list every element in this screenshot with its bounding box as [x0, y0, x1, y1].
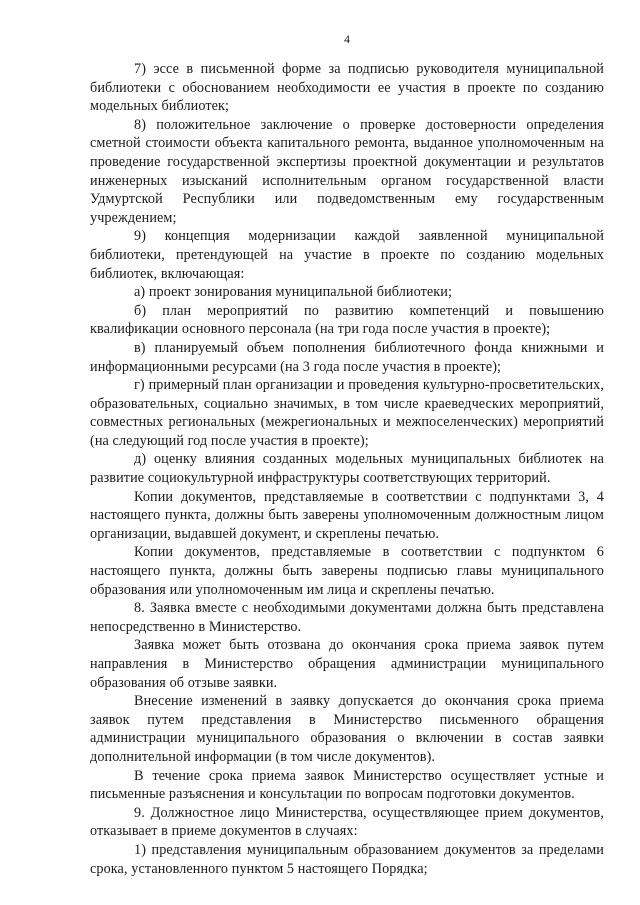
paragraph-item-9-concept: 9) концепция модернизации каждой заявленной муниципальной библиотеки, претендующей на участие в проекте по созданию модельных библиотек, включающая:	[90, 228, 604, 282]
page-number: 4	[344, 32, 350, 46]
paragraph-copies-6: Копии документов, представляемые в соответствии с подпунктом 6 настоящего пункта, должны быть заверены подписью главы муниципального образования или уполномоченным им лица и скреплены печатью.	[90, 544, 604, 598]
paragraph-subitem-a: а) проект зонирования муниципальной библиотеки;	[134, 284, 453, 301]
paragraph-amendments: Внесение изменений в заявку допускается до окончания срока приема заявок путем представления в Министерство письменного обращения администрации муниципального образования о включении в состав заявки дополнительной информации (в том числе документов).	[90, 693, 604, 765]
paragraph-subitem-g: г) примерный план организации и проведения культурно-просветительских, образовательных, социально значимых, в том числе краеведческих мероприятий, совместных региональных (межрегиональных и межпоселенческих) мероприятий (на следующий год после участия в проекте);	[90, 377, 604, 449]
paragraph-copies-3-4: Копии документов, представляемые в соответствии с подпунктами 3, 4 настоящего пункта, должны быть заверены уполномоченным должностным лицом организации, выдавшей документ, и скреплены печатью.	[90, 488, 604, 542]
paragraph-subitem-v: в) планируемый объем пополнения библиотечного фонда книжными и информационными ресурсами (на 3 года после участия в проекте);	[90, 339, 604, 375]
paragraph-consultations: В течение срока приема заявок Министерство осуществляет устные и письменные разъяснения и консультации по вопросам подготовки документов.	[90, 767, 604, 803]
paragraph-subitem-b: б) план мероприятий по развитию компетенций и повышению квалификации основного персонала (на три года после участия в проекте);	[90, 302, 604, 338]
paragraph-item-7-essay: 7) эссе в письменной форме за подписью руководителя муниципальной библиотеки с обоснованием необходимости ее участия в проекте по созданию модельных библиотек;	[90, 61, 604, 115]
paragraph-section-9: 9. Должностное лицо Министерства, осуществляющее прием документов, отказывает в приеме документов в случаях:	[90, 804, 604, 840]
paragraph-section-8: 8. Заявка вместе с необходимыми документами должна быть представлена непосредственно в Министерство.	[90, 600, 604, 635]
paragraph-item-8-expert-conclusion: 8) положительное заключение о проверке достоверности определения сметной стоимости объекта капитального ремонта, выданное уполномоченным на проведение государственной экспертизы проектной документации и результатов инженерных изысканий исполнительным органом государственной власти Удмуртской Республики или подведомственным ему государственным учреждением;	[90, 116, 604, 226]
paragraph-subitem-d: д) оценку влияния созданных модельных муниципальных библиотек на развитие социокультурной инфраструктуры соответствующих территорий.	[90, 451, 604, 487]
paragraph-withdrawal: Заявка может быть отозвана до окончания срока приема заявок путем направления в Министерство обращения администрации муниципального образования об отзыве заявки.	[90, 637, 604, 691]
paragraph-refusal-case-1: 1) представления муниципальным образованием документов за пределами срока, установленного пунктом 5 настоящего Порядка;	[90, 841, 604, 877]
